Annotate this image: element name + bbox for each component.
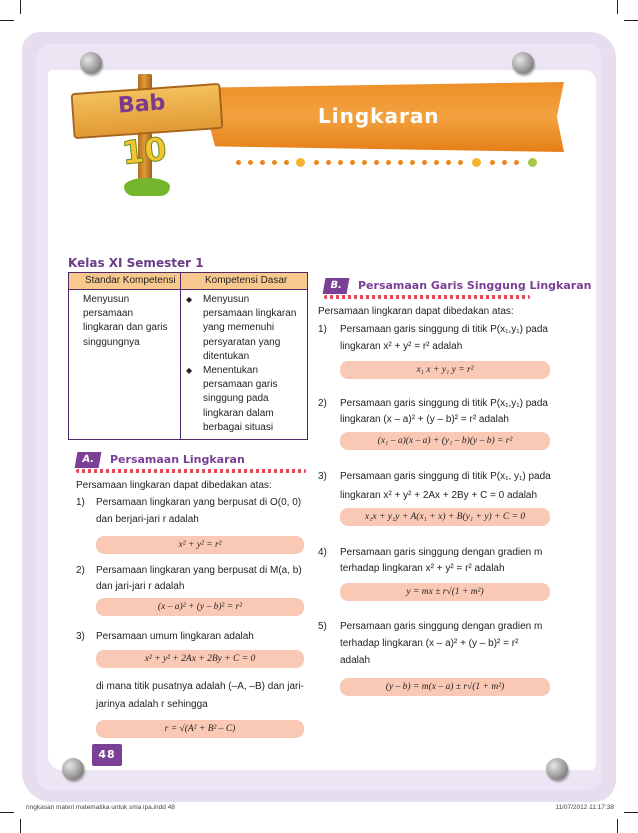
formula-box: (y – b) = m(x – a) ± r√(1 + m²) (340, 678, 550, 696)
item-number: 5) (318, 621, 327, 632)
crop-mark (617, 0, 618, 14)
dasar-cell-1: Menyusun persamaan lingkaran yang memenuhi persyaratan yang ditentukan (203, 294, 297, 362)
item-text: dan berjari-jari r adalah (96, 514, 199, 525)
decorative-dots (232, 154, 572, 170)
crop-mark (0, 20, 14, 21)
item-text: Persamaan lingkaran yang berpusat di O(0, 0) (96, 497, 302, 508)
crop-mark (20, 0, 21, 14)
print-timestamp: 11/07/2012 11:17:38 (555, 804, 614, 811)
standar-cell: Menyusun persamaan lingkaran dan garis singgungnya (83, 294, 168, 348)
pin-icon (80, 52, 102, 74)
section-b-intro: Persamaan lingkaran dapat dibedakan atas: (318, 306, 514, 317)
section-a-heading (76, 452, 306, 470)
item-number: 2) (318, 398, 327, 409)
page-number: 48 (92, 744, 122, 766)
wavy-underline (324, 295, 530, 299)
item-text: dan jari-jari r adalah (96, 581, 185, 592)
class-semester-label: Kelas XI Semester 1 (68, 256, 204, 270)
item-text: jarinya adalah r sehingga (96, 699, 208, 710)
section-title: Persamaan Garis Singgung Lingkaran (358, 279, 592, 292)
item-number: 1) (76, 497, 85, 508)
section-badge: A. (75, 452, 102, 468)
section-title: Persamaan Lingkaran (110, 453, 245, 466)
item-number: 3) (318, 471, 327, 482)
pin-icon (546, 758, 568, 780)
print-slug: ringkasan materi matematika untuk sma ipa.indd 48 (26, 804, 175, 811)
chapter-title: Lingkaran (318, 104, 440, 128)
pin-icon (512, 52, 534, 74)
item-text: Persamaan umum lingkaran adalah (96, 631, 254, 642)
formula-box: y = mx ± r√(1 + m²) (340, 583, 550, 601)
item-text: terhadap lingkaran (x – a)² + (y – b)² = r² (340, 638, 519, 649)
formula-box: (x₁ – a)(x – a) + (y₁ – b)(y – b) = r² (340, 432, 550, 450)
grass-decoration (124, 178, 170, 196)
item-text: adalah (340, 655, 371, 666)
wavy-underline (76, 469, 306, 473)
crop-mark (617, 819, 618, 833)
competency-table (68, 272, 308, 440)
item-text: Persamaan garis singgung dengan gradien m (340, 621, 543, 632)
formula-box: (x – a)² + (y – b)² = r² (96, 598, 304, 616)
crop-mark (624, 812, 638, 813)
item-text: lingkaran (x – a)² + (y – b)² = r² adalah (340, 414, 509, 425)
dasar-cell-2: Menentukan persamaan garis singgung pada lingkaran dalam berbagai situasi (203, 365, 278, 433)
section-a-intro: Persamaan lingkaran dapat dibedakan atas: (76, 480, 272, 491)
item-text: Persamaan lingkaran yang berpusat di M(a, b) (96, 565, 302, 576)
item-number: 2) (76, 565, 85, 576)
item-number: 4) (318, 547, 327, 558)
pin-icon (62, 758, 84, 780)
crop-mark (0, 812, 14, 813)
bullet-icon: ◆ (186, 366, 193, 375)
section-badge: B. (323, 278, 350, 294)
item-number: 1) (318, 324, 327, 335)
item-text: Persamaan garis singgung dengan gradien m (340, 547, 543, 558)
header-standar: Standar Kompetensi (85, 275, 176, 286)
formula-box: x² + y² + 2Ax + 2By + C = 0 (96, 650, 304, 668)
header-dasar: Kompetensi Dasar (205, 275, 288, 286)
chapter-number: 10 (120, 129, 169, 173)
formula-box: r = √(A² + B² – C) (96, 720, 304, 738)
item-text: Persamaan garis singgung di titik P(x₁,y₁) pada (340, 324, 548, 335)
table-divider (180, 273, 181, 439)
crop-mark (20, 819, 21, 833)
formula-box: x₁x + y₁y + A(x₁ + x) + B(y₁ + y) + C = 0 (340, 508, 550, 526)
item-text: di mana titik pusatnya adalah (–A, –B) dan jari- (96, 681, 304, 692)
item-text: lingkaran x² + y² = r² adalah (340, 341, 463, 352)
bullet-icon: ◆ (186, 295, 193, 304)
bab-label: Bab (117, 90, 167, 119)
table-header (69, 273, 307, 290)
item-text: terhadap lingkaran x² + y² = r² adalah (340, 563, 505, 574)
item-text: Persamaan garis singgung di titik P(x₁,y₁) pada (340, 398, 548, 409)
formula-box: x₁ x + y₁ y = r² (340, 361, 550, 379)
formula-box: x² + y² = r² (96, 536, 304, 554)
item-text: Persamaan garis singgung di titik P(x₁, y₁) pada (340, 471, 551, 482)
item-number: 3) (76, 631, 85, 642)
section-b-heading (324, 278, 592, 296)
item-text: lingkaran x² + y² + 2Ax + 2By + C = 0 adalah (340, 490, 538, 501)
crop-mark (624, 20, 638, 21)
